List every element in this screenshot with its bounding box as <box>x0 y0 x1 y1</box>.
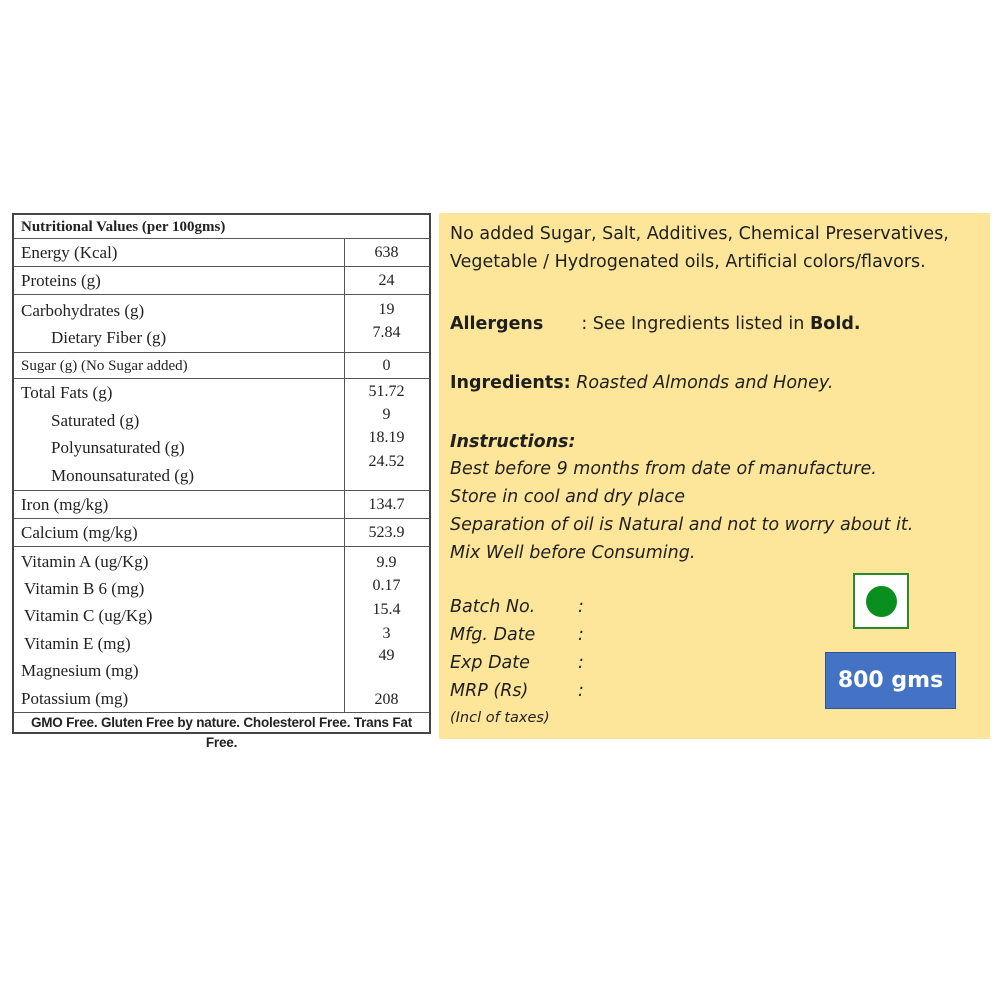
table-footer-row <box>14 713 429 750</box>
row-label: Magnesium (mg) <box>21 661 139 680</box>
row-label: Total Fats (g) <box>21 383 113 402</box>
instruction-item: Store in cool and dry place <box>450 487 685 507</box>
instruction-item: Best before 9 months from date of manufacture. <box>450 459 877 479</box>
row-value: 19 <box>378 301 395 318</box>
field-colon: : <box>578 597 584 617</box>
row-value: 0 <box>382 357 391 374</box>
row-label: Energy (Kcal) <box>21 243 118 262</box>
allergens-text: : See Ingredients listed in <box>581 314 810 334</box>
veg-symbol-icon <box>853 573 909 629</box>
field-colon: : <box>578 653 584 673</box>
row-value: 15.4 <box>372 601 401 618</box>
allergens-line <box>450 311 861 337</box>
row-value-sub: 24.52 <box>368 453 405 470</box>
instruction-item: Mix Well before Consuming. <box>450 543 696 563</box>
row-label: Iron (mg/kg) <box>21 495 109 514</box>
row-label-sub: Monounsaturated (g) <box>51 466 195 485</box>
row-value: 134.7 <box>368 496 405 513</box>
claims-line-2: Vegetable / Hydrogenated oils, Artificial colors/flavors. <box>450 252 926 272</box>
row-label: Proteins (g) <box>21 271 101 290</box>
row-label: Vitamin E (mg) <box>24 634 131 653</box>
weight-badge: 800 gms <box>825 652 956 709</box>
table-row-calcium <box>14 519 429 547</box>
ingredients-line <box>450 370 833 396</box>
field-colon: : <box>578 625 584 645</box>
allergens-bold: Bold. <box>809 314 861 334</box>
table-header-row <box>14 215 429 239</box>
field-label: Mfg. Date <box>450 625 536 645</box>
row-label: Vitamin B 6 (mg) <box>24 579 145 598</box>
table-row-energy <box>14 239 429 267</box>
field-colon: : <box>578 681 584 701</box>
mfg-date-field <box>450 622 590 648</box>
ingredients-label: Ingredients: <box>450 373 571 393</box>
row-label: Calcium (mg/kg) <box>21 523 138 542</box>
table-row-sugar <box>14 353 429 379</box>
field-label: Batch No. <box>450 597 536 617</box>
table-row-vitamins-minerals <box>14 547 429 713</box>
row-value: 9.9 <box>376 554 397 571</box>
field-label: Exp Date <box>450 653 530 673</box>
row-label-sub: Dietary Fiber (g) <box>51 328 167 347</box>
row-value: 523.9 <box>368 524 405 541</box>
row-label: Potassium (mg) <box>21 689 129 708</box>
row-value-sub: 18.19 <box>368 429 405 446</box>
field-label: MRP (Rs) <box>450 681 529 701</box>
product-info-panel <box>439 213 990 739</box>
row-value-sub: 7.84 <box>372 324 401 341</box>
instruction-item: Separation of oil is Natural and not to worry about it. <box>450 515 914 535</box>
veg-dot <box>866 586 897 617</box>
row-label-sub: Polyunsaturated (g) <box>51 438 185 457</box>
row-value: 49 <box>378 647 395 664</box>
claims-line-1: No added Sugar, Salt, Additives, Chemical Preservatives, <box>450 224 949 244</box>
mrp-field <box>450 678 590 704</box>
instructions-label: Instructions: <box>450 432 576 452</box>
row-value: 3 <box>382 625 391 642</box>
allergens-label: Allergens <box>450 314 544 334</box>
table-row-proteins <box>14 267 429 295</box>
row-label: Vitamin A (ug/Kg) <box>21 552 149 571</box>
table-footer: GMO Free. Gluten Free by nature. Cholesterol Free. Trans Fat Free. <box>30 715 413 750</box>
row-value: 24 <box>378 272 395 289</box>
row-label: Vitamin C (ug/Kg) <box>24 606 153 625</box>
batch-no-field <box>450 594 590 620</box>
row-value: 638 <box>374 244 399 261</box>
row-label: Carbohydrates (g) <box>21 301 145 320</box>
table-row-carbohydrates <box>14 295 429 353</box>
nutrition-table <box>12 213 431 750</box>
taxes-note: (Incl of taxes) <box>450 710 550 726</box>
ingredients-text: Roasted Almonds and Honey. <box>570 373 834 393</box>
row-value: 208 <box>374 691 399 708</box>
row-value-sub: 9 <box>382 406 391 423</box>
table-row-total-fats <box>14 379 429 491</box>
table-title: Nutritional Values (per 100gms) <box>21 219 226 235</box>
row-value: 51.72 <box>368 383 405 400</box>
row-label-sub: Saturated (g) <box>51 411 140 430</box>
row-value: 0.17 <box>372 577 401 594</box>
row-label: Sugar (g) (No Sugar added) <box>21 358 188 374</box>
table-row-iron <box>14 491 429 519</box>
exp-date-field <box>450 650 590 676</box>
